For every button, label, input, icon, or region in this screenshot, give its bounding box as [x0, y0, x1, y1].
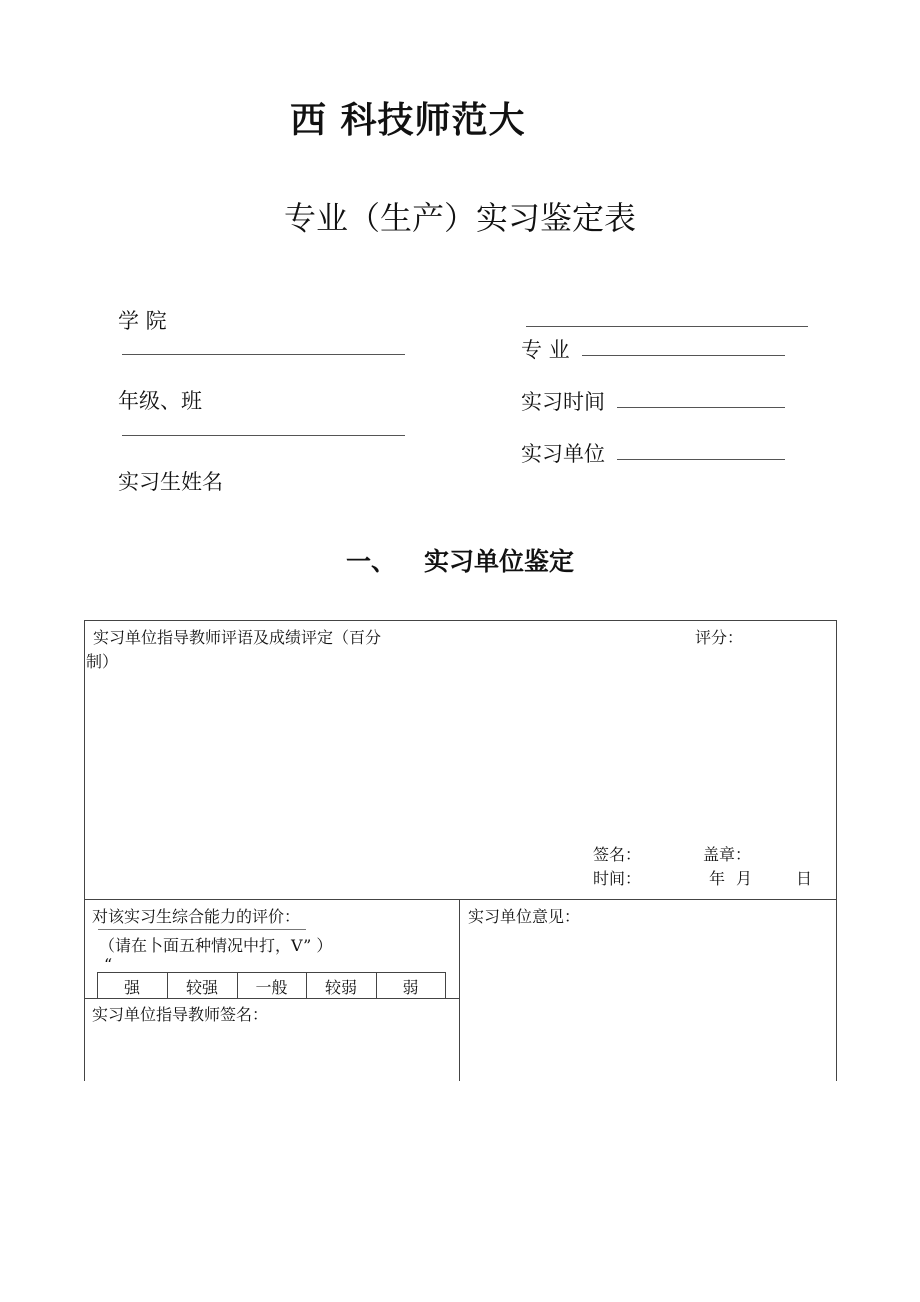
rating-option-average[interactable]: 一般 [255, 978, 288, 997]
comment-label-line1: 实习单位指导教师评语及成绩评定（百分 [93, 628, 382, 647]
table-right-border [836, 620, 837, 1081]
ability-underline [98, 929, 306, 930]
section-heading [0, 542, 920, 578]
internship-unit-label: 实习单位 [521, 442, 605, 466]
internship-unit-field[interactable] [617, 459, 785, 460]
rating-option-strong[interactable]: 强 [123, 978, 140, 997]
student-name-field[interactable] [526, 326, 808, 327]
ability-instruction: （请在卜面五种情况中打，V” ） [99, 936, 333, 955]
day-label: 日 [796, 869, 813, 888]
rating-option-fairly-weak[interactable]: 较弱 [324, 978, 357, 997]
section-number: 一、 [345, 547, 396, 576]
section-title: 实习单位鉴定 [424, 547, 575, 576]
table-top-border [84, 620, 836, 621]
grade-class-label: 年级、班 [118, 389, 202, 413]
month-label: 月 [736, 869, 753, 888]
major-label: 专 业 [521, 338, 570, 362]
seal-label: 盖章： [703, 845, 752, 864]
comment-label-line2: 制） [86, 652, 119, 671]
unit-opinion-label: 实习单位意见： [468, 907, 581, 926]
year-label: 年 [709, 869, 726, 888]
teacher-signature-label: 实习单位指导教师签名： [92, 1005, 269, 1024]
ability-label: 对该实习生综合能力的评价： [92, 907, 301, 926]
college-field[interactable] [122, 354, 405, 355]
form-title: 专业（生产）实习鉴定表 [283, 199, 636, 237]
signature-label: 签名： [593, 845, 642, 864]
major-field[interactable] [582, 355, 785, 356]
university-name: 西 科技师范大 [290, 100, 526, 141]
college-label: 学 院 [118, 309, 167, 333]
table-inner-divider [84, 998, 459, 999]
rating-option-weak[interactable]: 弱 [402, 978, 419, 997]
time-label: 时间： [593, 869, 642, 888]
quote-mark: “ [104, 955, 113, 974]
rating-option-fairly-strong[interactable]: 较强 [185, 978, 218, 997]
grade-class-field[interactable] [122, 435, 405, 436]
table-row-divider [84, 899, 836, 900]
rating-top-border [97, 972, 445, 973]
internship-time-label: 实习时间 [521, 390, 605, 414]
internship-time-field[interactable] [617, 407, 785, 408]
score-label: 评分： [695, 628, 744, 647]
student-name-label: 实习生姓名 [118, 470, 223, 494]
rating-divider [445, 972, 446, 998]
table-left-border [84, 620, 85, 1081]
table-column-divider [459, 899, 460, 1081]
